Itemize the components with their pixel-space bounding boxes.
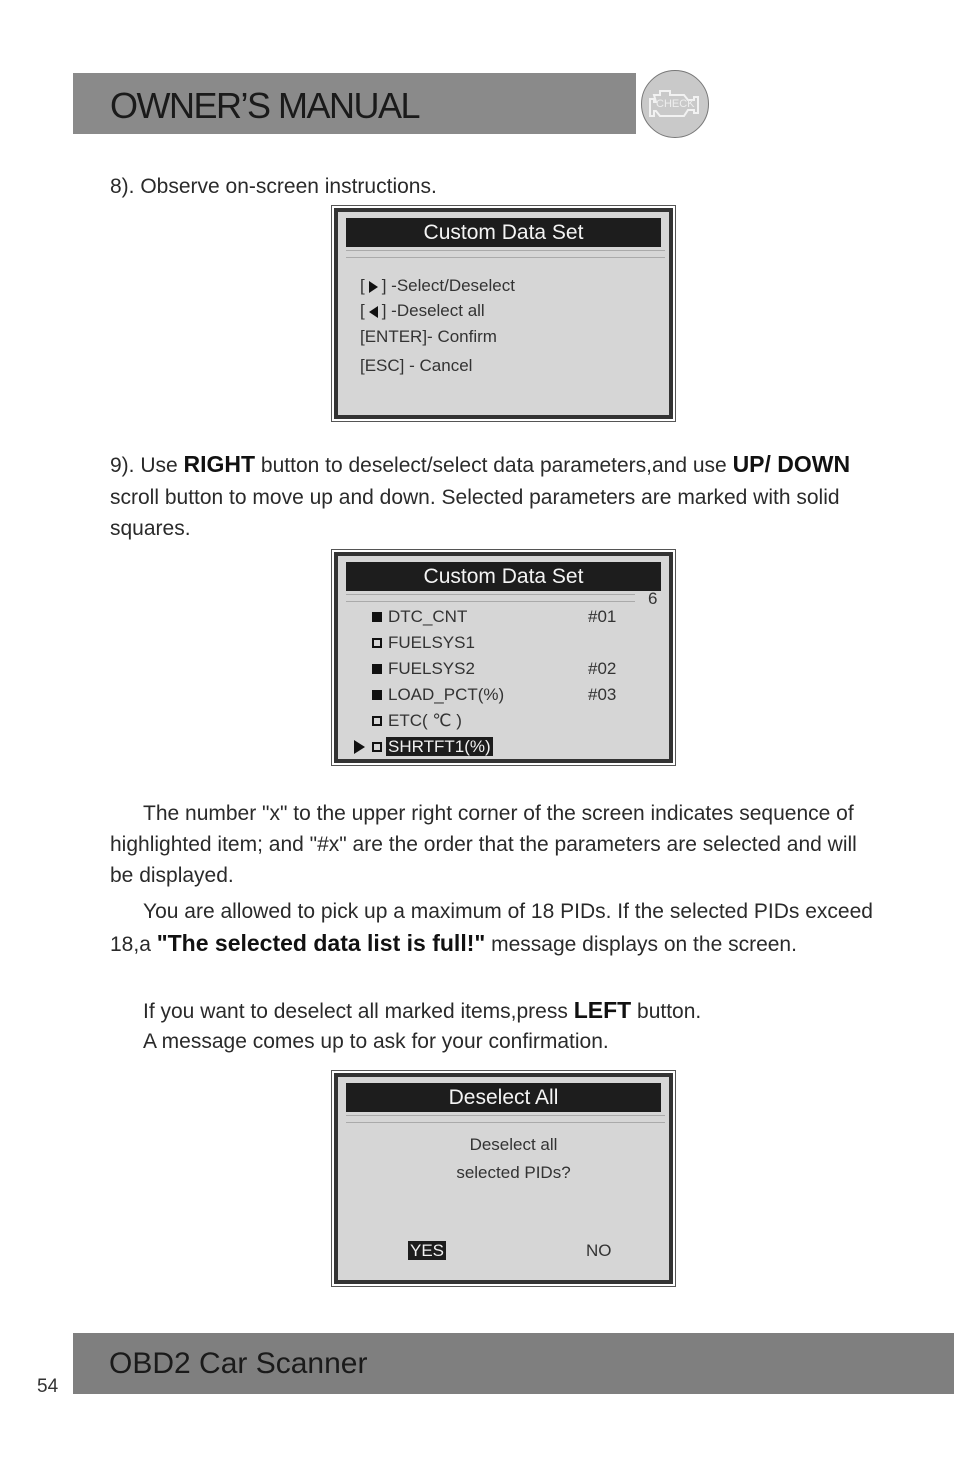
footer-bar <box>73 1333 954 1394</box>
instruction-confirm: [ENTER]- Confirm <box>360 327 497 346</box>
list-item-label: FUELSYS2 <box>388 659 475 678</box>
left-arrow-icon <box>369 306 378 318</box>
unselected-square-icon <box>372 716 382 726</box>
page-number: 54 <box>37 1376 59 1397</box>
right-arrow-icon <box>369 281 378 293</box>
paragraph-confirmation: A message comes up to ask for your confirmation. <box>143 1030 609 1053</box>
sequence-counter: 6 <box>648 589 658 608</box>
step-8-text: 8). Observe on-screen instructions. <box>110 175 437 198</box>
divider <box>346 594 635 602</box>
manual-title: OWNER’S MANUAL <box>110 85 420 126</box>
selected-square-icon <box>372 690 382 700</box>
instruction-deselect-all: [ ] -Deselect all <box>360 301 485 320</box>
paragraph-maximum: You are allowed to pick up a maximum of 18 PIDs. If the selected PIDs exceed 18,a "The selected data list is full!" message displays on the screen. <box>110 900 873 956</box>
cursor-pointer-icon <box>354 740 365 754</box>
unselected-square-icon <box>372 742 382 752</box>
instruction-select: [ ] -Select/Deselect <box>360 276 515 295</box>
check-label: CHECK <box>656 98 695 110</box>
list-item-label: ETC( ℃ ) <box>388 711 462 730</box>
confirm-message-line1: Deselect all <box>469 1135 558 1154</box>
confirm-message-line2: selected PIDs? <box>456 1163 571 1182</box>
list-item-label: FUELSYS1 <box>388 633 475 652</box>
header-bar <box>73 73 636 134</box>
check-engine-icon <box>641 70 709 138</box>
step-9-text: 9). Use RIGHT button to deselect/select data parameters,and use UP/ DOWN scroll button to move up and down. Selected parameters are marked with solid squares. <box>110 451 851 540</box>
selected-square-icon <box>372 664 382 674</box>
paragraph-sequence: The number "x" to the upper right corner of the screen indicates sequence of highlighted item; and "#x" are the order that the parameters are selected and will be displayed. <box>110 802 857 887</box>
screen-title: Custom Data Set <box>346 562 661 591</box>
list-item-order: #01 <box>588 607 617 626</box>
list-item-order: #02 <box>588 659 617 678</box>
screen-title: Custom Data Set <box>346 218 661 247</box>
instruction-cancel: [ESC] - Cancel <box>360 356 473 375</box>
list-item-label: LOAD_PCT(%) <box>388 685 505 704</box>
no-option[interactable]: NO <box>586 1241 612 1260</box>
yes-option[interactable]: YES <box>410 1241 445 1260</box>
selected-square-icon <box>372 612 382 622</box>
screen-deselect-all <box>334 1073 673 1284</box>
list-item-label-highlighted: SHRTFT1(%) <box>388 737 491 756</box>
list-item-order: #03 <box>588 685 617 704</box>
screen-custom-data-set-instructions <box>334 208 673 419</box>
unselected-square-icon <box>372 638 382 648</box>
paragraph-deselect: If you want to deselect all marked items,press LEFT button. <box>143 997 702 1023</box>
list-item-label: DTC_CNT <box>388 607 468 626</box>
screen-custom-data-set-list <box>334 552 673 763</box>
divider <box>346 1115 665 1123</box>
footer-title: OBD2 Car Scanner <box>109 1347 368 1380</box>
screen-title: Deselect All <box>346 1083 661 1112</box>
divider <box>346 250 665 258</box>
